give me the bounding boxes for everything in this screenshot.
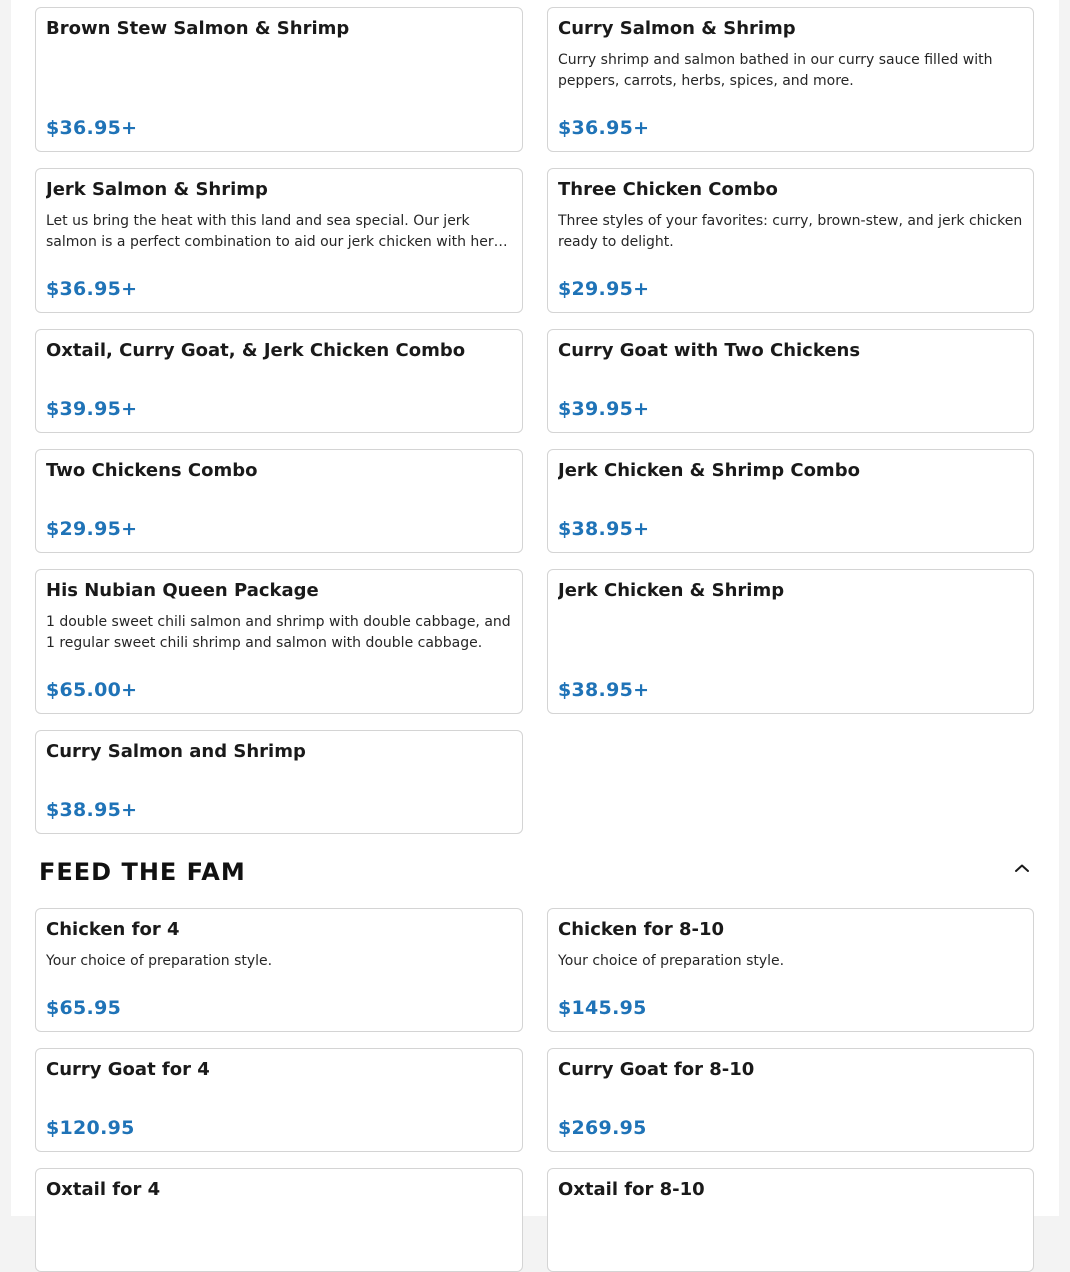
menu-item-name: Oxtail, Curry Goat, & Jerk Chicken Combo xyxy=(46,340,466,361)
menu-item-name: Curry Salmon & Shrimp xyxy=(558,18,796,39)
menu-item-card[interactable] xyxy=(547,1048,1034,1152)
menu-item-description: Your choice of preparation style. xyxy=(558,953,785,969)
menu-item-price: $65.95 xyxy=(46,997,122,1019)
chevron-up-icon xyxy=(1010,858,1034,882)
menu-item-name: Chicken for 4 xyxy=(46,919,180,940)
menu-item-card[interactable] xyxy=(547,7,1034,152)
menu-item-description: Your choice of preparation style. xyxy=(46,953,273,969)
menu-item-card[interactable] xyxy=(547,908,1034,1032)
menu-item-card[interactable] xyxy=(35,329,523,433)
menu-item-card[interactable] xyxy=(35,730,523,834)
menu-item-name: Jerk Chicken & Shrimp xyxy=(558,580,785,601)
menu-item-name: Oxtail for 8-10 xyxy=(558,1179,705,1200)
menu-item-name: Curry Goat for 8-10 xyxy=(558,1059,755,1080)
menu-page xyxy=(11,0,1059,1216)
menu-item-card[interactable] xyxy=(35,1168,523,1272)
menu-grid-feed-the-fam xyxy=(35,908,1034,1272)
menu-item-name: Jerk Chicken & Shrimp Combo xyxy=(558,460,860,481)
menu-item-name: Curry Salmon and Shrimp xyxy=(46,741,306,762)
menu-item-price: $38.95+ xyxy=(46,799,138,821)
menu-item-price: $38.95+ xyxy=(558,518,650,540)
menu-grid-combos xyxy=(35,7,1034,834)
menu-item-price: $38.95+ xyxy=(558,679,650,701)
menu-item-name: His Nubian Queen Package xyxy=(46,580,319,601)
menu-item-card[interactable] xyxy=(35,1048,523,1152)
menu-item-card[interactable] xyxy=(35,569,523,714)
menu-item-name: Chicken for 8-10 xyxy=(558,919,725,940)
menu-item-card[interactable] xyxy=(35,7,523,152)
menu-item-price: $39.95+ xyxy=(558,398,650,420)
menu-item-card[interactable] xyxy=(547,569,1034,714)
menu-item-price: $29.95+ xyxy=(46,518,138,540)
section-header-feed-the-fam xyxy=(39,858,1034,888)
menu-item-price: $36.95+ xyxy=(558,117,650,139)
menu-item-card[interactable] xyxy=(547,168,1034,313)
menu-item-price: $36.95+ xyxy=(46,278,138,300)
menu-item-name: Curry Goat with Two Chickens xyxy=(558,340,861,361)
menu-item-name: Three Chicken Combo xyxy=(558,179,778,200)
menu-item-price: $145.95 xyxy=(558,997,647,1019)
menu-item-description: Three styles of your favorites: curry, brown-stew, and jerk chicken ready to delight. xyxy=(558,213,1023,250)
menu-item-price: $65.00+ xyxy=(46,679,138,701)
menu-item-price: $39.95+ xyxy=(46,398,138,420)
menu-item-price: $120.95 xyxy=(46,1117,135,1139)
menu-item-card[interactable] xyxy=(35,168,523,313)
menu-item-name: Two Chickens Combo xyxy=(46,460,258,481)
section-collapse-button[interactable] xyxy=(1010,858,1034,882)
section-title: FEED THE FAM xyxy=(39,858,246,886)
menu-item-description: Curry shrimp and salmon bathed in our curry sauce filled with peppers, carrots, herbs, spices, and more. xyxy=(558,52,993,89)
menu-item-card[interactable] xyxy=(35,908,523,1032)
menu-item-card[interactable] xyxy=(547,449,1034,553)
menu-item-card[interactable] xyxy=(547,1168,1034,1272)
menu-item-name: Jerk Salmon & Shrimp xyxy=(46,179,268,200)
menu-item-price: $29.95+ xyxy=(558,278,650,300)
menu-item-name: Oxtail for 4 xyxy=(46,1179,161,1200)
menu-item-name: Curry Goat for 4 xyxy=(46,1059,210,1080)
menu-item-description: 1 double sweet chili salmon and shrimp with double cabbage, and 1 regular sweet chili shrimp and salmon with double cabbage. xyxy=(46,614,511,651)
menu-item-price: $269.95 xyxy=(558,1117,647,1139)
menu-item-price: $36.95+ xyxy=(46,117,138,139)
menu-item-card[interactable] xyxy=(547,329,1034,433)
menu-item-description: Let us bring the heat with this land and sea special. Our jerk salmon is a perfect combination to aid our jerk chicken with her… xyxy=(46,213,508,250)
menu-item-name: Brown Stew Salmon & Shrimp xyxy=(46,18,350,39)
menu-item-card[interactable] xyxy=(35,449,523,553)
